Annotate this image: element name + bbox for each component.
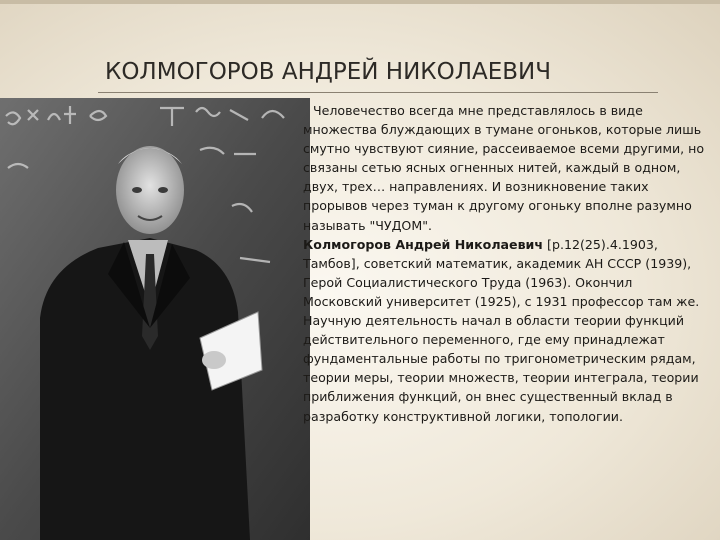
- portrait-photo: [0, 98, 310, 540]
- title-underline: [98, 92, 658, 93]
- kolmogorov-quote: Человечество всегда мне представлялось в виде множества блуждающих в тумане огоньков, которые лишь смутно чувствуют сияние, рассеиваемое всеми другими, но связаны сетью ясных огненных нитей, каждый в одном, двух, трех… направлениях. И возникновение таких прорывов через туман к другому огоньку вполне разумно называть "ЧУДОМ".: [303, 103, 705, 233]
- biography-paragraph: [303, 235, 708, 426]
- top-border: [0, 0, 720, 4]
- portrait-photo-graphic: [0, 98, 310, 540]
- slide-title: КОЛМОГОРОВ АНДРЕЙ НИКОЛАЕВИЧ: [105, 59, 552, 85]
- slide-body-text: [303, 101, 708, 533]
- biography-name: Колмогоров Андрей Николаевич: [303, 236, 544, 252]
- biography-text: [р.12(25).4.1903, Тамбов], советский математик, академик АН СССР (1939), Герой Социалистического Труда (1963). Окончил Московский университет (1925), с 1931 профессор там же. Научную деятельность начал в области теории функций действительного переменного, где ему принадлежат фундаментальные работы по тригонометрическим рядам, теории меры, теории множеств, теории интеграла, теории приближения функций, он внес существенный вклад в разработку конструктивной логики, топологии.: [303, 236, 700, 424]
